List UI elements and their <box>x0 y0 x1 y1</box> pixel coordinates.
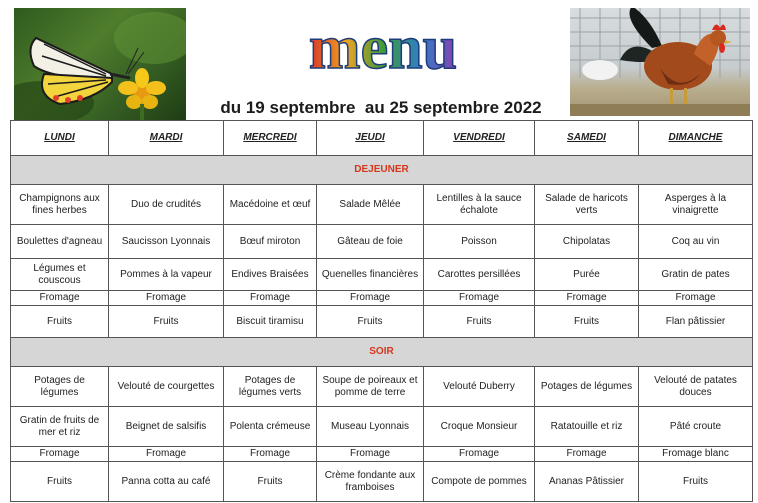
menu-cell: Ratatouille et riz <box>535 407 639 447</box>
menu-cell: Soupe de poireaux et pomme de terre <box>317 367 424 407</box>
menu-cell: Beignet de salsifis <box>109 407 224 447</box>
menu-cell: Champignons aux fines herbes <box>11 185 109 225</box>
menu-cell: Poisson <box>424 225 535 259</box>
menu-cell: Potages de légumes <box>11 367 109 407</box>
menu-cell: Fromage <box>535 291 639 306</box>
menu-cell: Potages de légumes verts <box>224 367 317 407</box>
menu-cell: Gratin de pates <box>639 259 753 291</box>
menu-cell: Compote de pommes <box>424 462 535 502</box>
menu-cell: Biscuit tiramisu <box>224 306 317 338</box>
menu-cell: Fromage <box>224 447 317 462</box>
lunch-section-row <box>11 156 753 185</box>
menu-cell: Légumes et couscous <box>11 259 109 291</box>
menu-logo <box>258 22 508 78</box>
menu-cell: Fruits <box>11 306 109 338</box>
day-header: LUNDI <box>11 121 109 156</box>
menu-cell: Fromage <box>109 291 224 306</box>
menu-cell: Coq au vin <box>639 225 753 259</box>
menu-cell: Velouté de patates douces <box>639 367 753 407</box>
menu-cell: Fruits <box>317 306 424 338</box>
menu-cell: Fromage <box>639 291 753 306</box>
menu-cell: Fromage <box>109 447 224 462</box>
menu-cell: Fromage <box>317 447 424 462</box>
table-row <box>11 407 753 447</box>
menu-cell: Pommes à la vapeur <box>109 259 224 291</box>
menu-cell: Velouté Duberry <box>424 367 535 407</box>
table-row <box>11 291 753 306</box>
menu-cell: Fruits <box>11 462 109 502</box>
day-header: VENDREDI <box>424 121 535 156</box>
menu-cell: Endives Braisées <box>224 259 317 291</box>
menu-cell: Fromage <box>11 291 109 306</box>
menu-cell: Museau Lyonnais <box>317 407 424 447</box>
menu-cell: Saucisson Lyonnais <box>109 225 224 259</box>
svg-text:menu: menu <box>308 22 458 78</box>
menu-cell: Fruits <box>639 462 753 502</box>
menu-cell: Carottes persillées <box>424 259 535 291</box>
menu-cell: Fruits <box>535 306 639 338</box>
menu-cell: Flan pâtissier <box>639 306 753 338</box>
menu-cell: Macédoine et œuf <box>224 185 317 225</box>
menu-cell: Fromage <box>424 447 535 462</box>
menu-cell: Ananas Pâtissier <box>535 462 639 502</box>
menu-cell: Quenelles financières <box>317 259 424 291</box>
menu-cell: Bœuf miroton <box>224 225 317 259</box>
menu-cell: Croque Monsieur <box>424 407 535 447</box>
menu-cell: Polenta crémeuse <box>224 407 317 447</box>
day-header: DIMANCHE <box>639 121 753 156</box>
menu-cell: Gratin de fruits de mer et riz <box>11 407 109 447</box>
day-header: SAMEDI <box>535 121 639 156</box>
table-row <box>11 462 753 502</box>
menu-period: du 19 septembre au 25 septembre 2022 <box>220 98 542 117</box>
menu-cell: Lentilles à la sauce échalote <box>424 185 535 225</box>
butterfly-photo <box>14 8 186 120</box>
day-header: JEUDI <box>317 121 424 156</box>
menu-cell: Fromage <box>535 447 639 462</box>
menu-cell: Velouté de courgettes <box>109 367 224 407</box>
table-row <box>11 367 753 407</box>
menu-cell: Fruits <box>109 306 224 338</box>
rooster-photo <box>570 8 750 116</box>
menu-cell: Fromage <box>424 291 535 306</box>
table-row <box>11 259 753 291</box>
menu-cell: Chipolatas <box>535 225 639 259</box>
table-row <box>11 225 753 259</box>
menu-cell: Salade de haricots verts <box>535 185 639 225</box>
lunch-section-label: DEJEUNER <box>11 156 753 185</box>
dinner-section-label: SOIR <box>11 338 753 367</box>
menu-cell: Duo de crudités <box>109 185 224 225</box>
menu-cell: Gâteau de foie <box>317 225 424 259</box>
menu-cell: Fromage <box>224 291 317 306</box>
dinner-section-row <box>11 338 753 367</box>
menu-cell: Purée <box>535 259 639 291</box>
table-row <box>11 185 753 225</box>
menu-cell: Fromage <box>317 291 424 306</box>
menu-cell: Panna cotta au café <box>109 462 224 502</box>
menu-cell: Asperges à la vinaigrette <box>639 185 753 225</box>
day-header: MERCREDI <box>224 121 317 156</box>
table-row <box>11 447 753 462</box>
menu-cell: Fromage blanc <box>639 447 753 462</box>
menu-cell: Fruits <box>424 306 535 338</box>
table-row <box>11 306 753 338</box>
menu-table <box>10 120 753 502</box>
menu-cell: Fromage <box>11 447 109 462</box>
menu-cell: Salade Mêlée <box>317 185 424 225</box>
menu-cell: Boulettes d'agneau <box>11 225 109 259</box>
menu-cell: Pâté croute <box>639 407 753 447</box>
menu-cell: Potages de légumes <box>535 367 639 407</box>
menu-cell: Crème fondante aux framboises <box>317 462 424 502</box>
menu-cell: Fruits <box>224 462 317 502</box>
day-header: MARDI <box>109 121 224 156</box>
days-header-row <box>11 121 753 156</box>
